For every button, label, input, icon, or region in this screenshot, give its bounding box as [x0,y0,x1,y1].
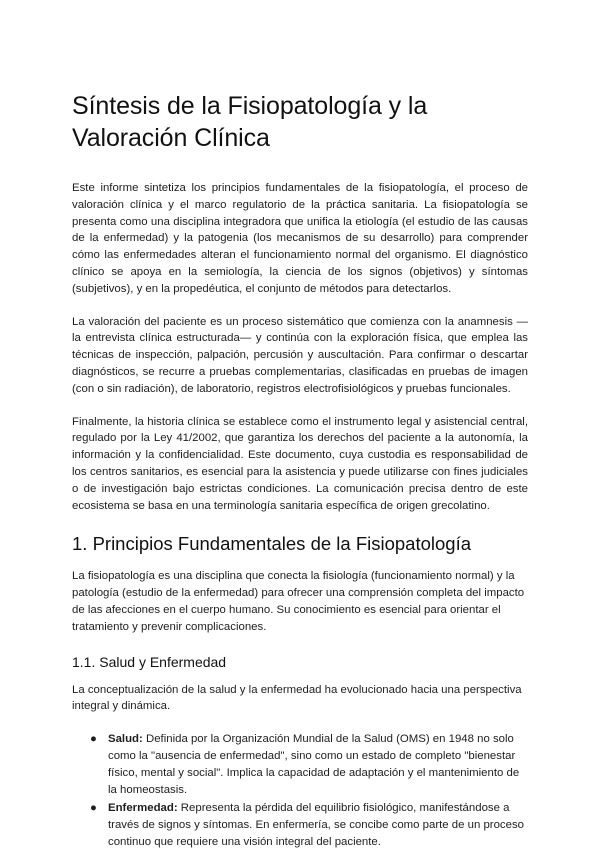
bullet-term: Salud: [108,733,143,746]
subsection-paragraph: La conceptualización de la salud y la enfermedad ha evolucionado hacia una perspectiva integral y dinámica. [72,683,522,713]
subsection-heading: 1.1. Salud y Enfermedad [72,653,227,670]
section-heading: 1. Principios Fundamentales de la Fisiopatología [72,533,472,555]
page-title: Síntesis de la Fisiopatología y la Valoración Clínica [72,92,428,152]
list-item [90,731,528,798]
bullet-list [72,731,528,851]
bullet-text: Definida por la Organización Mundial de la Salud (OMS) en 1948 no solo como la "ausencia de enfermedad", sino como un estado de completo "bienestar físico, mental y social". Implica la capacidad de adaptación y el mantenimiento de la homeostasis. [108,733,520,796]
bullet-text: Representa la pérdida del equilibrio fisiológico, manifestándose a través de signos y síntomas. En enfermería, se concibe como parte de un proceso continuo que requiere una visión integral del paciente. [108,802,524,848]
bullet-icon: ● [90,802,97,815]
document-content [72,90,528,853]
intro-paragraph: La valoración del paciente es un proceso sistemático que comienza con la anamnesis —la entrevista clínica estructurada— y continúa con la exploración física, que emplea las técnicas de inspección, palpación, percusión y auscultación. Para confirmar o descartar diagnósticos, se recurre a pruebas complementarias, clasificadas en pruebas de imagen (con o sin radiación), de laboratorio, registros electrofisiológicos y pruebas funcionales. [72,315,528,395]
list-item [90,800,528,850]
bullet-term: Enfermedad: [108,802,178,815]
bullet-icon: ● [90,733,97,746]
intro-paragraph: Este informe sintetiza los principios fundamentales de la fisiopatología, el proceso de valoración clínica y el marco regulatorio de la práctica sanitaria. La fisiopatología se presenta como una disciplina integradora que unifica la etiología (el estudio de las causas de la enfermedad) y la patogenia (los mecanismos de su desarrollo) para comprender cómo las enfermedades alteran el funcionamiento normal del organismo. El diagnóstico clínico se apoya en la semiología, la ciencia de los signos (objetivos) y síntomas (subjetivos), y en la propedéutica, el conjunto de métodos para detectarlos. [72,182,528,295]
intro-paragraph: Finalmente, la historia clínica se establece como el instrumento legal y asistencial central, regulado por la Ley 41/2002, que garantiza los derechos del paciente a la autonomía, la información y la confidencialidad. Este documento, cuya custodia es responsabilidad de los centros sanitarios, es esencial para la asistencia y puede utilizarse con fines judiciales o de investigación bajo estrictas condiciones. La comunicación precisa dentro de este ecosistema se basa en una terminología sanitaria específica de origen grecolatino. [72,415,528,512]
section-paragraph: La fisiopatología es una disciplina que conecta la fisiología (funcionamiento normal) y la patología (estudio de la enfermedad) para ofrecer una comprensión completa del impacto de las afecciones en el cuerpo humano. Su conocimiento es esencial para orientar el tratamiento y prevenir complicaciones. [72,570,525,633]
